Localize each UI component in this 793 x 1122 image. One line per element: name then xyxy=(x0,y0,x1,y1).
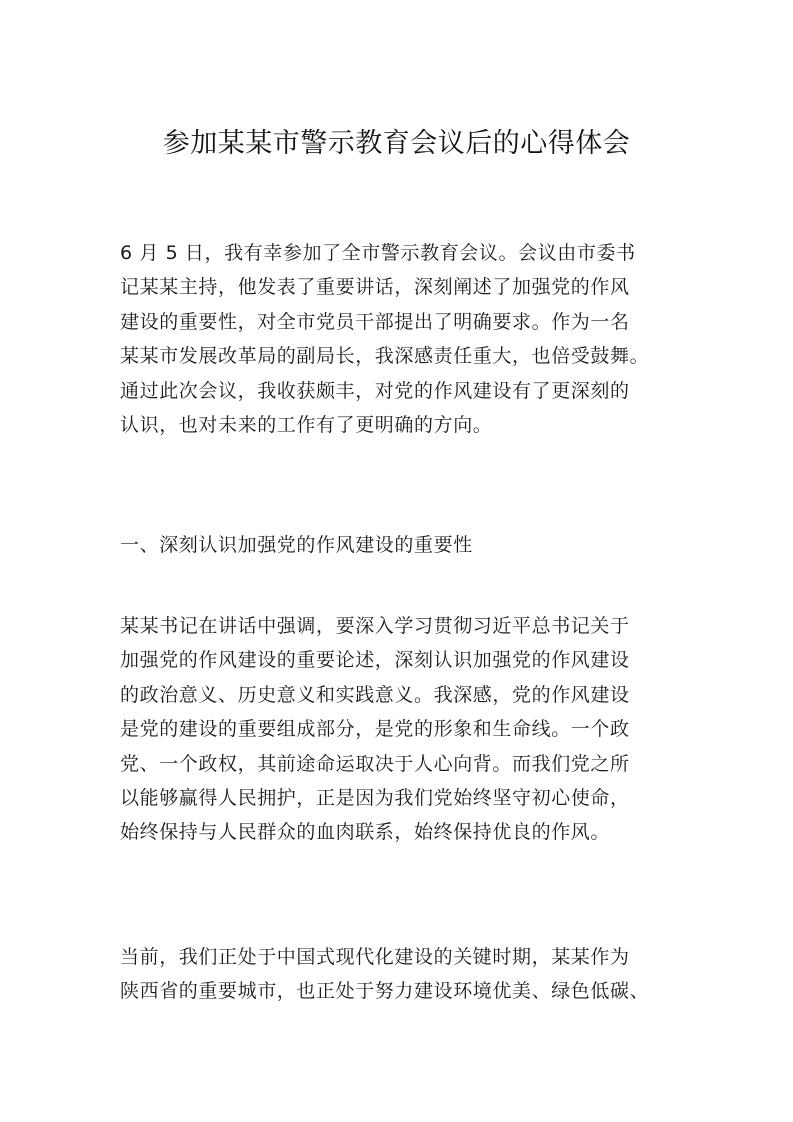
paragraph-line: 认识，也对未来的工作有了更明确的方向。 xyxy=(120,414,493,437)
paragraph-section-1 xyxy=(120,609,675,850)
paragraph-line: 是党的建设的重要组成部分，是党的形象和生命线。一个政 xyxy=(120,718,630,741)
paragraph-line: 加强党的作风建设的重要论述，深刻认识加强党的作风建设 xyxy=(120,649,630,672)
paragraph-line: 的政治意义、历史意义和实践意义。我深感，党的作风建设 xyxy=(120,683,630,706)
paragraph-line: 某某市发展改革局的副局长，我深感责任重大，也倍受鼓舞。 xyxy=(120,345,650,368)
paragraph-intro xyxy=(120,236,675,442)
section-heading-1 xyxy=(120,528,675,562)
paragraph-line: 某某书记在讲话中强调，要深入学习贯彻习近平总书记关于 xyxy=(120,615,630,637)
paragraph-line: 记某某主持，他发表了重要讲话，深刻阐述了加强党的作风 xyxy=(120,276,630,299)
paragraph-section-1-cont xyxy=(120,940,675,1009)
paragraph-line: 陕西省的重要城市，也正处于努力建设环境优美、绿色低碳、 xyxy=(120,980,650,1003)
paragraph-line: 通过此次会议，我收获颇丰，对党的作风建设有了更深刻的 xyxy=(120,379,630,402)
section-heading-text: 一、深刻认识加强党的作风建设的重要性 xyxy=(120,534,473,556)
paragraph-line: 建设的重要性，对全市党员干部提出了明确要求。作为一名 xyxy=(120,310,630,333)
paragraph-line: 始终保持与人民群众的血肉联系，始终保持优良的作风。 xyxy=(120,821,611,844)
paragraph-line: 当前，我们正处于中国式现代化建设的关键时期，某某作为 xyxy=(120,946,630,968)
paragraph-line: 以能够赢得人民拥护，正是因为我们党始终坚守初心使命， xyxy=(120,787,630,810)
paragraph-line: 6 月 5 日，我有幸参加了全市警示教育会议。会议由市委书 xyxy=(120,242,636,264)
document-title: 参加某某市警示教育会议后的心得体会 xyxy=(162,128,631,159)
paragraph-line: 党、一个政权，其前途命运取决于人心向背。而我们党之所 xyxy=(120,752,630,775)
